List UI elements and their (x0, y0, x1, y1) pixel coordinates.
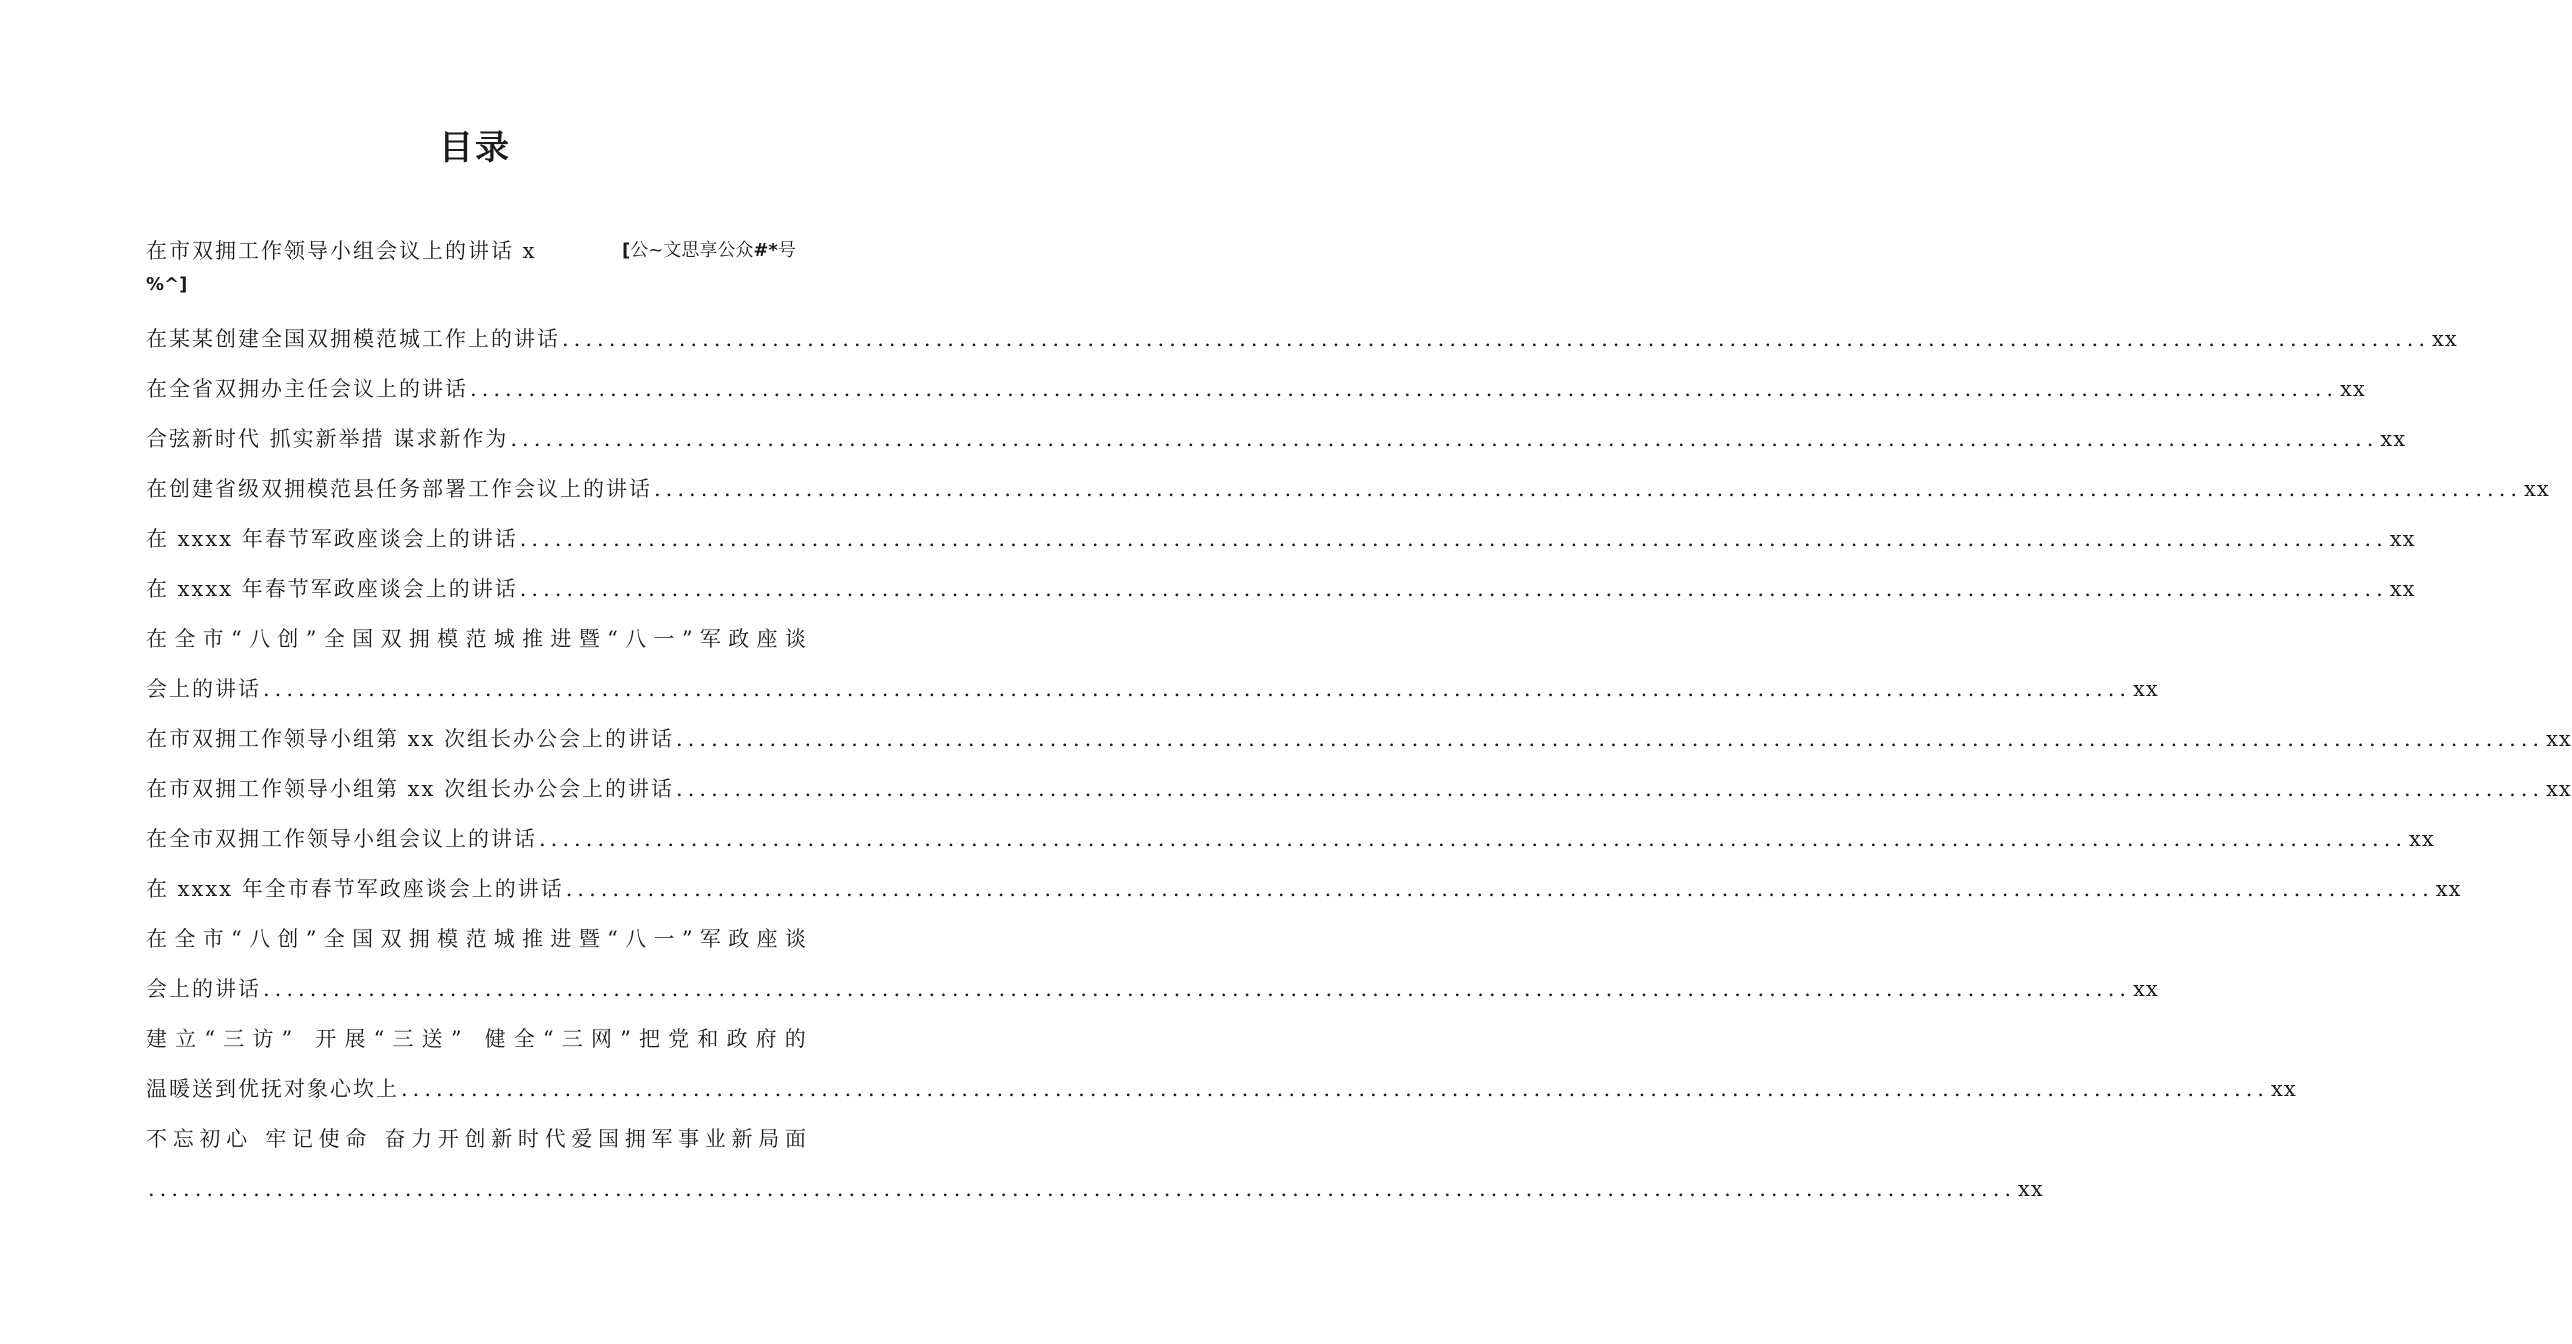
page-title: 目录 (439, 128, 511, 168)
toc-entry-title: 在全省双拥办主任会议上的讲话 (146, 377, 468, 401)
toc-dot-leader: ................................................................................................................................................................ (148, 1177, 2017, 1201)
toc-dot-leader: ................................................................................................................................................................ (401, 1077, 2270, 1101)
toc-dot-leader: ................................................................................................................................................................ (470, 377, 2339, 401)
toc-dot-leader: ................................................................................................................................................................ (519, 527, 2388, 551)
toc-dot-leader: ................................................................................................................................................................ (519, 577, 2388, 601)
table-of-contents (146, 226, 2572, 1214)
toc-entry-5[interactable] (146, 464, 2550, 514)
toc-page-number: xx (2409, 827, 2435, 851)
toc-dot-leader: ................................................................................................................................................................ (263, 977, 2132, 1001)
toc-entry-title: 在全市双拥工作领导小组会议上的讲话 (146, 827, 537, 851)
toc-entry-title: 在 xxxx 年全市春节军政座谈会上的讲话 (146, 877, 564, 901)
toc-entry-3[interactable] (146, 364, 2366, 414)
toc-entry-7[interactable] (146, 564, 2416, 614)
toc-dot-leader: ................................................................................................................................................................ (654, 477, 2523, 501)
toc-entry-11[interactable] (146, 814, 2435, 864)
toc-entry-title: 在 xxxx 年春节军政座谈会上的讲话 (146, 577, 518, 601)
toc-dot-leader: ................................................................................................................................................................ (539, 827, 2408, 851)
toc-dot-leader: ................................................................................................................................................................ (676, 727, 2545, 751)
toc-entry-8[interactable] (146, 664, 2159, 714)
toc-entry-title: 在市双拥工作领导小组第 xx 次组长办公会上的讲话 (146, 777, 675, 801)
toc-page-number: xx (2524, 477, 2550, 501)
toc-entry-title: 在某某创建全国双拥模范城工作上的讲话 (146, 327, 560, 351)
toc-entry-title: 在 xxxx 年春节军政座谈会上的讲话 (146, 527, 518, 551)
toc-entry-title[interactable]: 不 忘 初 心 牢 记 使 命 奋 力 开 创 新 时 代 爱 国 拥 军 事 业 新 局 面 (146, 1127, 808, 1151)
toc-page-number: xx (2018, 1177, 2044, 1201)
toc-entry-title[interactable]: 建 立 “ 三 访 ” 开 展 “ 三 送 ” 健 全 “ 三 网 ” 把 党 和 政 府 的 (146, 1027, 808, 1051)
toc-dot-leader: ................................................................................................................................................................ (676, 777, 2545, 801)
toc-page-number: xx (2546, 727, 2572, 751)
toc-page-number: xx (2389, 577, 2416, 601)
toc-entry-13[interactable] (146, 964, 2159, 1014)
toc-dot-leader: ................................................................................................................................................................ (510, 427, 2379, 451)
toc-entry-12[interactable] (146, 864, 2462, 914)
toc-page-number: xx (2389, 527, 2416, 551)
toc-entry-15[interactable] (146, 1164, 2044, 1214)
toc-entry-title[interactable]: 在 全 市 “ 八 创 ” 全 国 双 拥 模 范 城 推 进 暨 “ 八 一 ” 军 政 座 谈 (146, 927, 808, 951)
watermark-text-line2: %^] (146, 274, 188, 295)
toc-entry-2[interactable] (146, 314, 2458, 364)
toc-page-number: xx (2432, 327, 2458, 351)
toc-page-number: xx (2133, 677, 2159, 701)
toc-entry-4[interactable] (146, 414, 2407, 464)
toc-entry-title: 在市双拥工作领导小组第 xx 次组长办公会上的讲话 (146, 727, 675, 751)
toc-entry-title: 会上的讲话 (146, 677, 261, 701)
toc-entry-title: 会上的讲话 (146, 977, 261, 1001)
toc-entry-title: 温暖送到优抚对象心坎上 (146, 1077, 399, 1101)
toc-entry-1[interactable] (146, 226, 808, 274)
watermark-text: [公~文思享公众#*号 (622, 240, 796, 261)
toc-entry-title: 在市双拥工作领导小组会议上的讲话 x (146, 239, 537, 263)
toc-page-number: xx (2546, 777, 2572, 801)
toc-entry-9[interactable] (146, 714, 2572, 764)
toc-dot-leader: ................................................................................................................................................................ (263, 677, 2132, 701)
toc-page-number: xx (2133, 977, 2159, 1001)
toc-entry-6[interactable] (146, 514, 2416, 564)
toc-page-number: xx (2340, 377, 2366, 401)
toc-entry-14[interactable] (146, 1064, 2297, 1114)
toc-dot-leader: ................................................................................................................................................................ (562, 327, 2431, 351)
toc-entry-10[interactable] (146, 764, 2572, 814)
toc-page-number: xx (2380, 427, 2407, 451)
toc-entry-title[interactable]: 在 全 市 “ 八 创 ” 全 国 双 拥 模 范 城 推 进 暨 “ 八 一 ” 军 政 座 谈 (146, 627, 808, 651)
toc-entry-title: 在创建省级双拥模范县任务部署工作会议上的讲话 (146, 477, 652, 501)
toc-dot-leader: ................................................................................................................................................................ (565, 877, 2434, 901)
toc-page-number: xx (2271, 1077, 2297, 1101)
toc-page-number: xx (2435, 877, 2462, 901)
toc-entry-title: 合弦新时代 抓实新举措 谋求新作为 (146, 427, 509, 451)
